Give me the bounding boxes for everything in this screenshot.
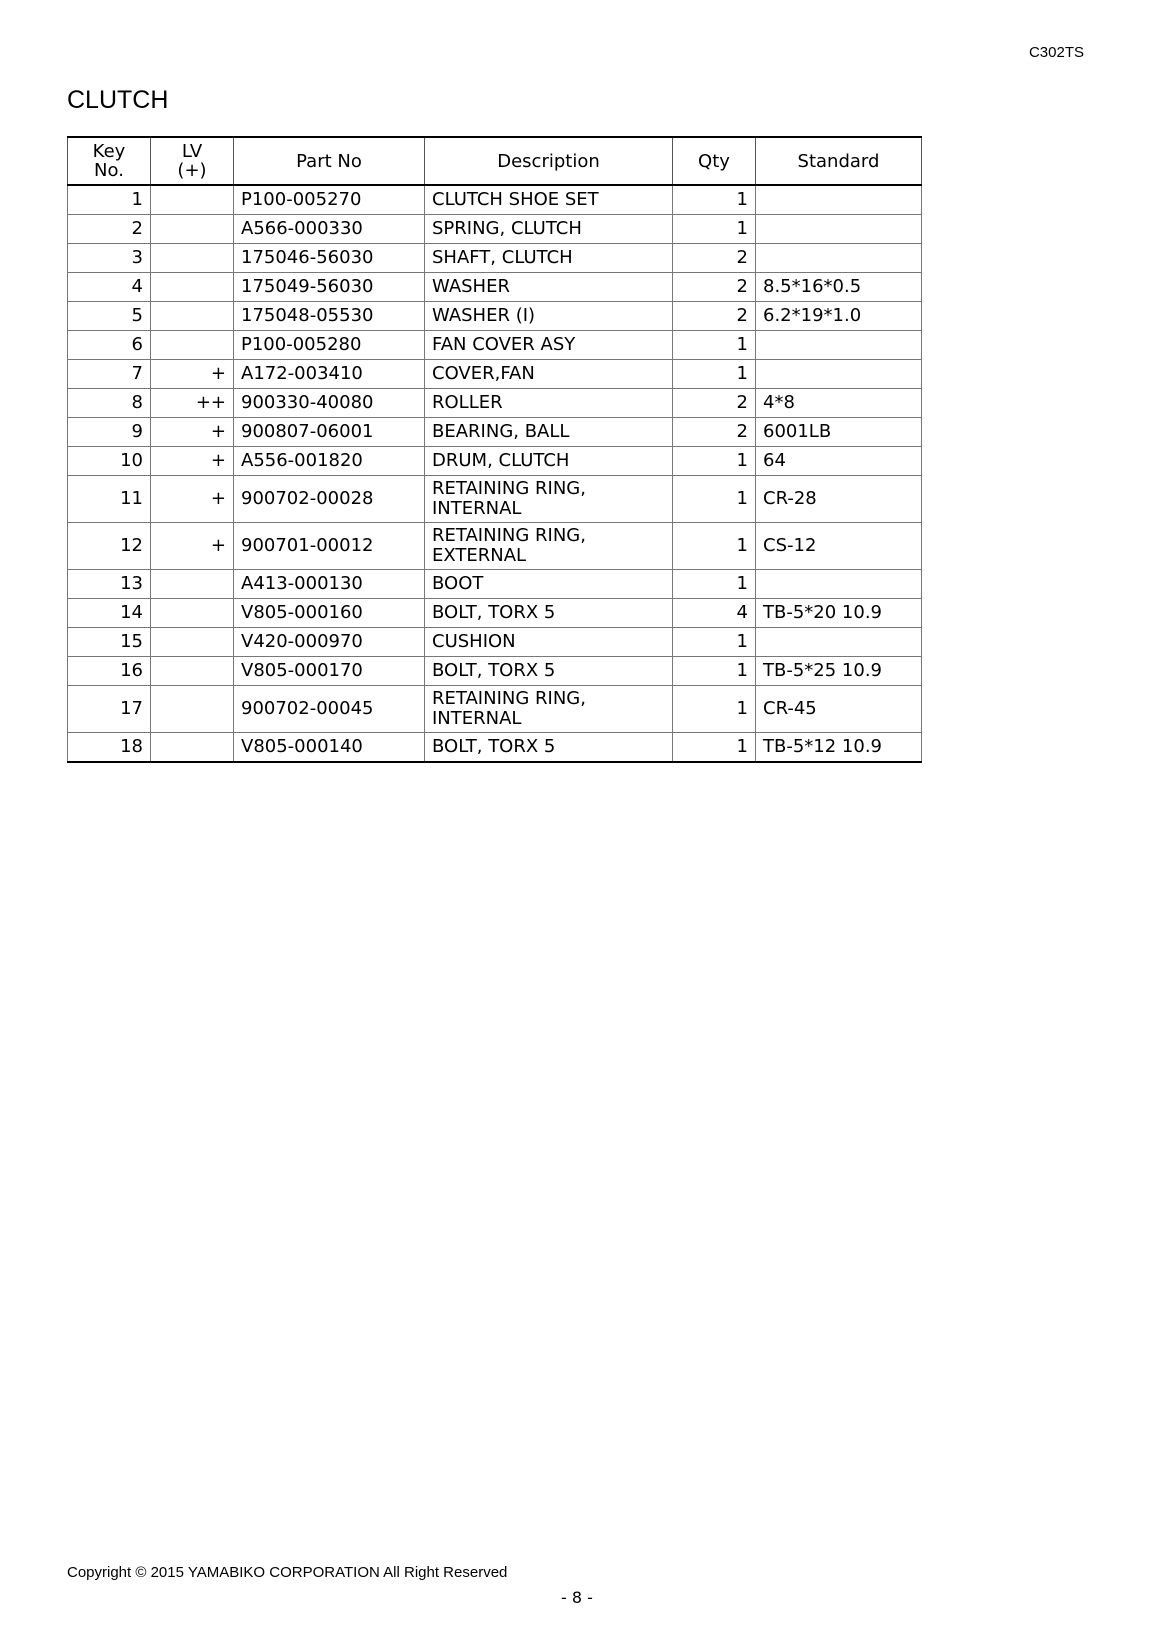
qty-cell: 1 <box>673 185 756 215</box>
part-no-cell: V420-000970 <box>234 628 425 657</box>
part-no-cell: P100-005270 <box>234 185 425 215</box>
table-row <box>68 244 922 273</box>
standard-cell: TB-5*20 10.9 <box>756 599 922 628</box>
standard-cell: CR-28 <box>756 476 922 523</box>
qty-cell: 2 <box>673 302 756 331</box>
qty-cell: 1 <box>673 331 756 360</box>
parts-table <box>67 136 922 763</box>
header-key-line2: No. <box>94 160 124 181</box>
key-no-cell: 1 <box>68 185 151 215</box>
page-number-text: - 8 - <box>561 1588 593 1607</box>
table-row <box>68 331 922 360</box>
part-no-cell: V805-000160 <box>234 599 425 628</box>
qty-cell: 2 <box>673 389 756 418</box>
table-row <box>68 686 922 733</box>
table-row <box>68 389 922 418</box>
header-lv-line1: LV <box>181 141 203 162</box>
key-no-cell: 8 <box>68 389 151 418</box>
description-cell: DRUM, CLUTCH <box>425 447 673 476</box>
part-no-cell: 900701-00012 <box>234 523 425 570</box>
part-no-cell: 175049-56030 <box>234 273 425 302</box>
qty-cell: 1 <box>673 570 756 599</box>
page-number <box>0 1588 1150 1607</box>
lv-cell: + <box>151 523 234 570</box>
lv-cell <box>151 599 234 628</box>
part-no-cell: A566-000330 <box>234 215 425 244</box>
table-row <box>68 476 922 523</box>
parts-table-header <box>68 137 922 185</box>
description-cell: BOLT, TORX 5 <box>425 599 673 628</box>
part-no-cell: 900807-06001 <box>234 418 425 447</box>
description-cell: BOLT, TORX 5 <box>425 733 673 763</box>
qty-cell: 1 <box>673 733 756 763</box>
qty-cell: 2 <box>673 418 756 447</box>
table-row <box>68 360 922 389</box>
standard-cell <box>756 628 922 657</box>
description-cell: SHAFT, CLUTCH <box>425 244 673 273</box>
standard-cell: 64 <box>756 447 922 476</box>
qty-cell: 1 <box>673 215 756 244</box>
standard-cell: 4*8 <box>756 389 922 418</box>
standard-cell <box>756 244 922 273</box>
qty-cell: 1 <box>673 476 756 523</box>
standard-cell: CR-45 <box>756 686 922 733</box>
part-no-cell: 175048-05530 <box>234 302 425 331</box>
lv-cell <box>151 628 234 657</box>
description-cell: BEARING, BALL <box>425 418 673 447</box>
qty-cell: 1 <box>673 447 756 476</box>
table-row <box>68 273 922 302</box>
part-no-cell: V805-000170 <box>234 657 425 686</box>
lv-cell <box>151 185 234 215</box>
standard-cell: 6.2*19*1.0 <box>756 302 922 331</box>
header-key-no <box>68 137 151 185</box>
lv-cell: ++ <box>151 389 234 418</box>
description-cell: RETAINING RING, EXTERNAL <box>425 523 673 570</box>
header-standard: Standard <box>756 137 922 185</box>
qty-cell: 2 <box>673 244 756 273</box>
description-cell: WASHER <box>425 273 673 302</box>
description-cell: RETAINING RING, INTERNAL <box>425 476 673 523</box>
key-no-cell: 4 <box>68 273 151 302</box>
description-cell: BOOT <box>425 570 673 599</box>
standard-cell <box>756 331 922 360</box>
header-part-no: Part No <box>234 137 425 185</box>
part-no-cell: 900330-40080 <box>234 389 425 418</box>
lv-cell <box>151 733 234 763</box>
qty-cell: 1 <box>673 686 756 733</box>
description-cell: COVER,FAN <box>425 360 673 389</box>
key-no-cell: 13 <box>68 570 151 599</box>
standard-cell <box>756 360 922 389</box>
description-cell: CLUTCH SHOE SET <box>425 185 673 215</box>
lv-cell: + <box>151 418 234 447</box>
part-no-cell: A413-000130 <box>234 570 425 599</box>
table-row <box>68 302 922 331</box>
description-cell: CUSHION <box>425 628 673 657</box>
part-no-cell: P100-005280 <box>234 331 425 360</box>
qty-cell: 1 <box>673 523 756 570</box>
key-no-cell: 16 <box>68 657 151 686</box>
header-description: Description <box>425 137 673 185</box>
qty-cell: 1 <box>673 628 756 657</box>
table-row <box>68 215 922 244</box>
description-cell: RETAINING RING, INTERNAL <box>425 686 673 733</box>
key-no-cell: 9 <box>68 418 151 447</box>
standard-cell <box>756 215 922 244</box>
part-no-cell: 900702-00045 <box>234 686 425 733</box>
lv-cell <box>151 331 234 360</box>
table-row <box>68 599 922 628</box>
key-no-cell: 6 <box>68 331 151 360</box>
section-title: CLUTCH <box>67 86 169 114</box>
part-no-cell: 900702-00028 <box>234 476 425 523</box>
header-lv <box>151 137 234 185</box>
lv-cell <box>151 273 234 302</box>
description-cell: SPRING, CLUTCH <box>425 215 673 244</box>
standard-cell <box>756 570 922 599</box>
lv-cell <box>151 570 234 599</box>
qty-cell: 4 <box>673 599 756 628</box>
description-cell: BOLT, TORX 5 <box>425 657 673 686</box>
key-no-cell: 14 <box>68 599 151 628</box>
header-lv-line2: (+) <box>177 160 207 181</box>
standard-cell: 8.5*16*0.5 <box>756 273 922 302</box>
header-qty: Qty <box>673 137 756 185</box>
part-no-cell: 175046-56030 <box>234 244 425 273</box>
lv-cell <box>151 302 234 331</box>
lv-cell <box>151 686 234 733</box>
copyright-notice: Copyright © 2015 YAMABIKO CORPORATION All Right Reserved <box>67 1564 508 1581</box>
key-no-cell: 3 <box>68 244 151 273</box>
model-code: C302TS <box>1028 44 1084 61</box>
table-row <box>68 447 922 476</box>
table-row <box>68 418 922 447</box>
part-no-cell: A172-003410 <box>234 360 425 389</box>
key-no-cell: 5 <box>68 302 151 331</box>
key-no-cell: 10 <box>68 447 151 476</box>
lv-cell: + <box>151 360 234 389</box>
key-no-cell: 17 <box>68 686 151 733</box>
description-cell: ROLLER <box>425 389 673 418</box>
parts-table-body <box>68 185 922 762</box>
key-no-cell: 12 <box>68 523 151 570</box>
table-row <box>68 570 922 599</box>
key-no-cell: 15 <box>68 628 151 657</box>
part-no-cell: V805-000140 <box>234 733 425 763</box>
description-cell: FAN COVER ASY <box>425 331 673 360</box>
part-no-cell: A556-001820 <box>234 447 425 476</box>
lv-cell <box>151 657 234 686</box>
table-row <box>68 185 922 215</box>
qty-cell: 1 <box>673 657 756 686</box>
qty-cell: 1 <box>673 360 756 389</box>
lv-cell <box>151 244 234 273</box>
qty-cell: 2 <box>673 273 756 302</box>
table-row <box>68 628 922 657</box>
key-no-cell: 2 <box>68 215 151 244</box>
table-row <box>68 733 922 763</box>
table-row <box>68 657 922 686</box>
lv-cell: + <box>151 447 234 476</box>
standard-cell: TB-5*25 10.9 <box>756 657 922 686</box>
standard-cell: TB-5*12 10.9 <box>756 733 922 763</box>
standard-cell: CS-12 <box>756 523 922 570</box>
lv-cell <box>151 215 234 244</box>
standard-cell <box>756 185 922 215</box>
key-no-cell: 11 <box>68 476 151 523</box>
standard-cell: 6001LB <box>756 418 922 447</box>
description-cell: WASHER (I) <box>425 302 673 331</box>
table-row <box>68 523 922 570</box>
key-no-cell: 18 <box>68 733 151 763</box>
key-no-cell: 7 <box>68 360 151 389</box>
lv-cell: + <box>151 476 234 523</box>
header-key-line1: Key <box>92 141 126 162</box>
